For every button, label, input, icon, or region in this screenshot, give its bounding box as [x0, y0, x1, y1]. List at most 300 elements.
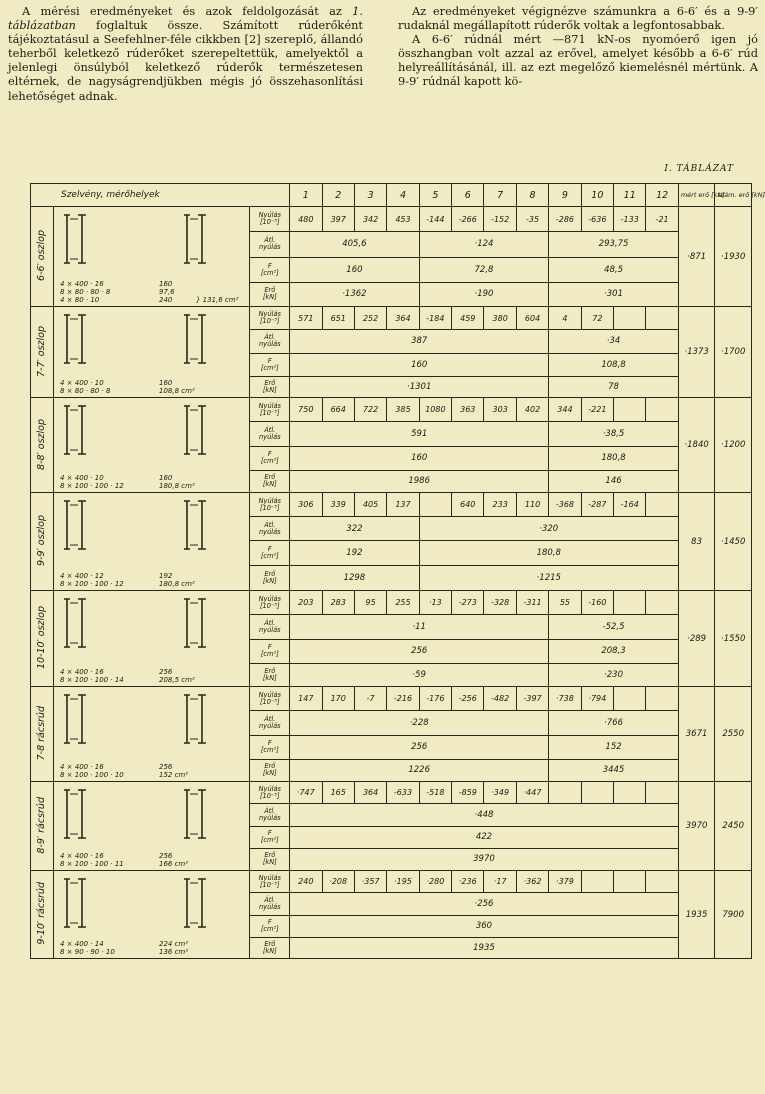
strain-value: 364 — [354, 782, 386, 804]
strain-label-line: Nyúlás — [258, 873, 281, 882]
section-dimensions-left — [60, 379, 110, 395]
col-header: 6 — [452, 184, 484, 207]
strain-value: 364 — [387, 307, 419, 330]
table-row — [31, 591, 752, 615]
dimension-area: 160 — [158, 379, 173, 387]
dimension-line: 8 × 80 · 80 · 8 — [59, 288, 111, 296]
force-label-line: Erő — [264, 569, 276, 578]
measured-force: ·1373 — [678, 307, 715, 398]
strain-label-unit: [10⁻⁵] — [259, 601, 280, 610]
area-value: 422 — [290, 826, 679, 848]
col-header: 5 — [419, 184, 451, 207]
dimension-area: 166 cm² — [158, 860, 189, 868]
table-row — [31, 207, 752, 232]
strain-value: -256 — [452, 687, 484, 711]
area-value: 192 — [290, 541, 420, 565]
force-label-line: Erő — [264, 851, 276, 860]
calculated-force: 2450 — [715, 782, 752, 871]
cross-section-drawing — [53, 307, 249, 398]
avg-value: ·34 — [549, 330, 679, 353]
strain-value: -221 — [581, 398, 613, 422]
calculated-force: ·1450 — [715, 493, 752, 591]
strain-value — [581, 782, 613, 804]
dimension-line: 8 × 100 · 100 · 14 — [59, 676, 124, 684]
strain-value: -328 — [484, 591, 516, 615]
strain-value: 363 — [452, 398, 484, 422]
col-header: 7 — [484, 184, 516, 207]
col-header: 8 — [516, 184, 548, 207]
avg-strain-label — [250, 711, 290, 735]
force-label-unit: [kN] — [262, 673, 277, 682]
area-label-line: F — [267, 739, 272, 748]
strain-value: 1080 — [419, 398, 451, 422]
avg-strain-label-line: Átl. — [264, 520, 276, 529]
force-label — [250, 376, 290, 397]
area-label — [250, 541, 290, 565]
calculated-force: ·1550 — [715, 591, 752, 687]
strain-value: 402 — [516, 398, 548, 422]
strain-value: 342 — [354, 207, 386, 232]
measured-force: 3970 — [678, 782, 715, 871]
force-label-line: Erő — [264, 666, 276, 675]
dimension-line: 8 × 100 · 100 · 12 — [59, 482, 124, 490]
strain-value — [581, 871, 613, 893]
dimension-line: 4 × 400 · 10 — [59, 474, 104, 482]
avg-value: 293,75 — [549, 232, 679, 257]
strain-value: 640 — [452, 493, 484, 517]
col-header: 11 — [614, 184, 646, 207]
strain-value: ·236 — [452, 871, 484, 893]
dimension-line: 4 × 400 · 10 — [59, 379, 104, 387]
cross-section-box — [56, 591, 247, 686]
strain-value: 255 — [387, 591, 419, 615]
strain-label-line: Nyúlás — [258, 594, 281, 603]
avg-value: ·766 — [549, 711, 679, 735]
strain-value: ·738 — [549, 687, 581, 711]
group-label: 7-8 rácsrúd — [36, 705, 48, 761]
group-label-cell — [31, 493, 54, 591]
area-value: 160 — [290, 257, 420, 282]
measured-force: 83 — [678, 493, 715, 591]
area-label-unit: [cm²] — [260, 268, 279, 277]
strain-value: ·195 — [387, 871, 419, 893]
force-label-unit: [kN] — [262, 858, 277, 867]
dimension-line: 4 × 400 · 16 — [59, 763, 104, 771]
strain-value: -368 — [549, 493, 581, 517]
area-label-unit: [cm²] — [260, 457, 279, 466]
col-header: 2 — [322, 184, 354, 207]
strain-value — [646, 307, 678, 330]
dimension-line: 8 × 100 · 100 · 11 — [59, 860, 124, 868]
force-value: 3445 — [549, 759, 679, 781]
header-row — [31, 184, 752, 207]
measurement-table — [30, 183, 765, 959]
strain-label-unit: [10⁻⁵] — [259, 791, 280, 800]
force-label — [250, 848, 290, 870]
force-label-line: Erő — [264, 473, 276, 482]
strain-value: ·447 — [516, 782, 548, 804]
cross-section-drawing — [53, 398, 249, 493]
force-label — [250, 282, 290, 306]
strain-value — [614, 398, 646, 422]
avg-value: ·256 — [290, 893, 679, 915]
group-label-cell — [31, 398, 54, 493]
force-value: 1986 — [290, 470, 549, 492]
strain-value: 380 — [484, 307, 516, 330]
right-paragraph-2: A 6-6′ rúdnál mért —871 kN-os nyomóerő igen jó összhangban volt azzal az erővel, amelyet később a 6-6′ rúd helyreállításánál, ill. az ezt megelőző kiemelésnél mértünk. A 9-9′ rúdnál kapott kö- — [398, 32, 758, 89]
section-dimensions-left — [60, 668, 124, 684]
calculated-force: ·1930 — [715, 207, 752, 307]
avg-strain-label-line: Átl. — [264, 333, 276, 342]
area-label-unit: [cm²] — [260, 836, 279, 845]
avg-strain-label-line: Átl. — [264, 895, 276, 904]
right-column-text — [398, 4, 758, 89]
strain-value — [614, 871, 646, 893]
strain-value: ·280 — [419, 871, 451, 893]
strain-value: -176 — [419, 687, 451, 711]
avg-strain-label-unit: nyúlás — [258, 902, 281, 911]
dimension-line: 4 × 400 · 12 — [59, 572, 104, 580]
strain-label-line: Nyúlás — [258, 211, 281, 220]
area-label-line: F — [267, 918, 272, 927]
cross-section-box — [56, 493, 247, 590]
dimension-line: 4 × 400 · 16 — [59, 280, 104, 288]
strain-value: 344 — [549, 398, 581, 422]
strain-value: -273 — [452, 591, 484, 615]
strain-value: 252 — [354, 307, 386, 330]
strain-value: 55 — [549, 591, 581, 615]
strain-label-line: Nyúlás — [258, 496, 281, 505]
strain-value — [646, 591, 678, 615]
table-row — [31, 687, 752, 711]
strain-label-unit: [10⁻⁵] — [259, 317, 280, 326]
strain-value: ·747 — [290, 782, 322, 804]
avg-strain-label — [250, 422, 290, 446]
avg-value: ·320 — [419, 517, 678, 541]
force-label-unit: [kN] — [262, 293, 277, 302]
section-dimensions-left — [60, 572, 124, 588]
col-header: 1 — [290, 184, 322, 207]
avg-strain-label-line: Átl. — [264, 714, 276, 723]
dimension-area: 108,8 cm² — [158, 387, 195, 395]
area-label — [250, 353, 290, 376]
avg-strain-label-unit: nyúlás — [258, 625, 281, 634]
strain-label-unit: [10⁻⁵] — [259, 218, 280, 227]
section-dimensions-left — [60, 852, 124, 868]
table-row — [31, 307, 752, 330]
force-value: ·190 — [419, 282, 549, 306]
dimension-line: 8 × 100 · 100 · 12 — [59, 580, 124, 588]
avg-strain-label-unit: nyúlás — [258, 527, 281, 536]
group-label: 8-8′ oszlop — [36, 418, 48, 470]
avg-value: ·124 — [419, 232, 549, 257]
strain-value: -144 — [419, 207, 451, 232]
strain-value — [646, 493, 678, 517]
strain-value: 405 — [354, 493, 386, 517]
group-label: 9-10′ rácsrúd — [36, 882, 48, 945]
strain-value: 147 — [290, 687, 322, 711]
force-value: ·301 — [549, 282, 679, 306]
force-value: 1298 — [290, 565, 420, 590]
cross-section-box — [56, 207, 247, 306]
force-label-unit: [kN] — [262, 576, 277, 585]
group-label: 6-6′ oszlop — [36, 230, 48, 281]
strain-label — [250, 307, 290, 330]
cross-section-drawing — [53, 687, 249, 782]
cross-section-box — [56, 871, 247, 958]
strain-value: ·379 — [549, 871, 581, 893]
section-dimensions-left — [60, 940, 115, 956]
strain-value: -160 — [581, 591, 613, 615]
measured-force: ·289 — [678, 591, 715, 687]
strain-value: -397 — [516, 687, 548, 711]
avg-strain-label-line: Átl. — [264, 806, 276, 815]
dimension-area: 160 — [158, 280, 173, 288]
area-label-unit: [cm²] — [260, 746, 279, 755]
force-value: 1226 — [290, 759, 549, 781]
section-dimensions-left — [60, 280, 110, 304]
avg-strain-label — [250, 232, 290, 257]
strain-value: -518 — [419, 782, 451, 804]
strain-label — [250, 687, 290, 711]
strain-value: -266 — [452, 207, 484, 232]
force-value: 78 — [549, 376, 679, 397]
strain-label — [250, 207, 290, 232]
avg-value: ·228 — [290, 711, 549, 735]
strain-value: -636 — [581, 207, 613, 232]
strain-value: 339 — [322, 493, 354, 517]
group-label: 8-9′ rácsrúd — [36, 796, 48, 854]
group-label: 9-9′ oszlop — [36, 515, 48, 566]
strain-value: 664 — [322, 398, 354, 422]
avg-value: ·448 — [290, 804, 679, 826]
cross-section-box — [56, 782, 247, 870]
area-label-line: F — [267, 643, 272, 652]
strain-value — [549, 782, 581, 804]
cross-section-box — [56, 307, 247, 397]
dimension-area: 208,5 cm² — [158, 676, 195, 684]
group-label-cell — [31, 591, 54, 687]
area-value: 256 — [290, 735, 549, 759]
force-label — [250, 937, 290, 958]
avg-value: 591 — [290, 422, 549, 446]
strain-value: -152 — [484, 207, 516, 232]
col-header: 9 — [549, 184, 581, 207]
strain-value: ·362 — [516, 871, 548, 893]
table-row — [31, 782, 752, 804]
section-dimensions-mid — [159, 572, 195, 588]
area-label-unit: [cm²] — [260, 650, 279, 659]
avg-value: 405,6 — [290, 232, 420, 257]
measured-force: ·871 — [678, 207, 715, 307]
strain-value: -859 — [452, 782, 484, 804]
section-total-area: } 131,6 cm² — [195, 296, 239, 304]
area-value: 208,3 — [549, 639, 679, 663]
strain-value: 240 — [290, 871, 322, 893]
cross-section-drawing — [53, 207, 249, 307]
strain-value — [614, 307, 646, 330]
strain-value: 385 — [387, 398, 419, 422]
strain-value: ·208 — [322, 871, 354, 893]
strain-label-line: Nyúlás — [258, 690, 281, 699]
avg-strain-label — [250, 330, 290, 353]
force-value: ·59 — [290, 663, 549, 686]
strain-value — [646, 687, 678, 711]
section-dimensions-mid — [159, 379, 195, 395]
cross-section-box — [56, 398, 247, 492]
col-header: 12 — [646, 184, 678, 207]
area-label-unit: [cm²] — [260, 925, 279, 934]
strain-value — [614, 591, 646, 615]
left-paragraph: A mérési eredményeket és azok feldolgozását az 1. táblázatban foglaltuk össze. Számított rúderőként tájékoztatásul a Seefehlner-féle cikkben [2] szereplő, állandó teherből keletkező rúderőket szerepeltettük, amelyektől a jelenlegi önsúlyból keletkező rúderők természetesen eltérnek, de nagyságrendjükben mégis jó összehasonlítási lehetőséget adnak. — [8, 4, 363, 103]
strain-label-unit: [10⁻⁵] — [259, 697, 280, 706]
force-label-unit: [kN] — [262, 946, 277, 955]
area-label-line: F — [267, 545, 272, 554]
strain-value — [614, 782, 646, 804]
strain-label — [250, 782, 290, 804]
avg-strain-label — [250, 517, 290, 541]
area-label — [250, 639, 290, 663]
avg-strain-label — [250, 893, 290, 915]
strain-value — [614, 687, 646, 711]
strain-value: -482 — [484, 687, 516, 711]
strain-label — [250, 398, 290, 422]
strain-value: ·357 — [354, 871, 386, 893]
dimension-area: 136 cm² — [158, 948, 189, 956]
cross-section-box — [56, 687, 247, 781]
force-value: 146 — [549, 470, 679, 492]
strain-label-unit: [10⁻⁵] — [259, 880, 280, 889]
strain-value: 72 — [581, 307, 613, 330]
area-value: 180,8 — [419, 541, 678, 565]
strain-value: ·794 — [581, 687, 613, 711]
strain-label-unit: [10⁻⁵] — [259, 408, 280, 417]
strain-value: ·17 — [484, 871, 516, 893]
section-dimensions-mid — [159, 280, 175, 304]
force-value: 3970 — [290, 848, 679, 870]
strain-value — [419, 493, 451, 517]
strain-value: 397 — [322, 207, 354, 232]
group-label-cell — [31, 687, 54, 782]
table-row — [31, 398, 752, 422]
measured-force: ·1840 — [678, 398, 715, 493]
group-label-cell — [31, 871, 54, 959]
avg-strain-label-line: Átl. — [264, 618, 276, 627]
strain-label-unit: [10⁻⁵] — [259, 503, 280, 512]
area-value: 108,8 — [549, 353, 679, 376]
dimension-line: 8 × 90 · 90 · 10 — [59, 948, 115, 956]
strain-value: -164 — [614, 493, 646, 517]
strain-value: 459 — [452, 307, 484, 330]
strain-value: 651 — [322, 307, 354, 330]
area-value: 180,8 — [549, 446, 679, 470]
section-dimensions-mid — [159, 474, 195, 490]
calculated-force: ·1700 — [715, 307, 752, 398]
calculated-force: 7900 — [715, 871, 752, 959]
strain-value: 165 — [322, 782, 354, 804]
area-label-unit: [cm²] — [260, 552, 279, 561]
area-label — [250, 735, 290, 759]
strain-label — [250, 493, 290, 517]
area-label-line: F — [267, 356, 272, 365]
area-value: 360 — [290, 915, 679, 937]
strain-value: 95 — [354, 591, 386, 615]
strain-value: 306 — [290, 493, 322, 517]
force-label — [250, 470, 290, 492]
dimension-area: 224 cm² — [158, 940, 189, 948]
table-row — [31, 493, 752, 517]
force-label-line: Erő — [264, 762, 276, 771]
dimension-area: 180,8 cm² — [158, 482, 195, 490]
force-label-line: Erő — [264, 286, 276, 295]
avg-value: 322 — [290, 517, 420, 541]
group-label-cell — [31, 207, 54, 307]
group-label: 10-10′ oszlop — [36, 605, 48, 669]
dimension-area: 240 — [158, 296, 173, 304]
strain-value: -287 — [581, 493, 613, 517]
area-label — [250, 915, 290, 937]
strain-value: 303 — [484, 398, 516, 422]
strain-value: -633 — [387, 782, 419, 804]
dimension-area: 256 — [158, 763, 173, 771]
avg-strain-label — [250, 615, 290, 639]
strain-value: 4 — [549, 307, 581, 330]
area-value: 152 — [549, 735, 679, 759]
dimension-line: 8 × 80 · 80 · 8 — [59, 387, 111, 395]
strain-value: 283 — [322, 591, 354, 615]
section-dimensions-mid — [159, 763, 188, 779]
strain-value: -216 — [387, 687, 419, 711]
calculated-force: ·1200 — [715, 398, 752, 493]
strain-value: 233 — [484, 493, 516, 517]
strain-value — [646, 782, 678, 804]
avg-strain-label-unit: nyúlás — [258, 813, 281, 822]
group-label-cell — [31, 782, 54, 871]
strain-value: 170 — [322, 687, 354, 711]
area-label-line: F — [267, 261, 272, 270]
strain-value: ·349 — [484, 782, 516, 804]
dimension-line: 4 × 400 · 16 — [59, 852, 104, 860]
strain-value: ·13 — [419, 591, 451, 615]
left-column-text — [8, 4, 363, 103]
area-label — [250, 446, 290, 470]
strain-value: 750 — [290, 398, 322, 422]
strain-value: -21 — [646, 207, 678, 232]
dimension-area: 97,6 — [158, 288, 175, 296]
avg-strain-label-line: Átl. — [264, 425, 276, 434]
area-value: 160 — [290, 446, 549, 470]
area-value: 72,8 — [419, 257, 549, 282]
strain-value: 571 — [290, 307, 322, 330]
avg-strain-label-unit: nyúlás — [258, 432, 281, 441]
section-dimensions-mid — [159, 852, 188, 868]
force-value: ·1301 — [290, 376, 549, 397]
col-header: 4 — [387, 184, 419, 207]
avg-strain-label-unit: nyúlás — [258, 721, 281, 730]
strain-value: 722 — [354, 398, 386, 422]
avg-value: -52,5 — [549, 615, 679, 639]
group-label-cell — [31, 307, 54, 398]
calculated-force: 2550 — [715, 687, 752, 782]
cross-section-drawing — [53, 493, 249, 591]
area-value: 160 — [290, 353, 549, 376]
area-value: 48,5 — [549, 257, 679, 282]
dimension-line: 4 × 400 · 14 — [59, 940, 104, 948]
dimension-area: 160 — [158, 474, 173, 482]
area-label — [250, 257, 290, 282]
col-header: 3 — [354, 184, 386, 207]
measured-force-header: mért erő [kN] — [678, 184, 715, 207]
